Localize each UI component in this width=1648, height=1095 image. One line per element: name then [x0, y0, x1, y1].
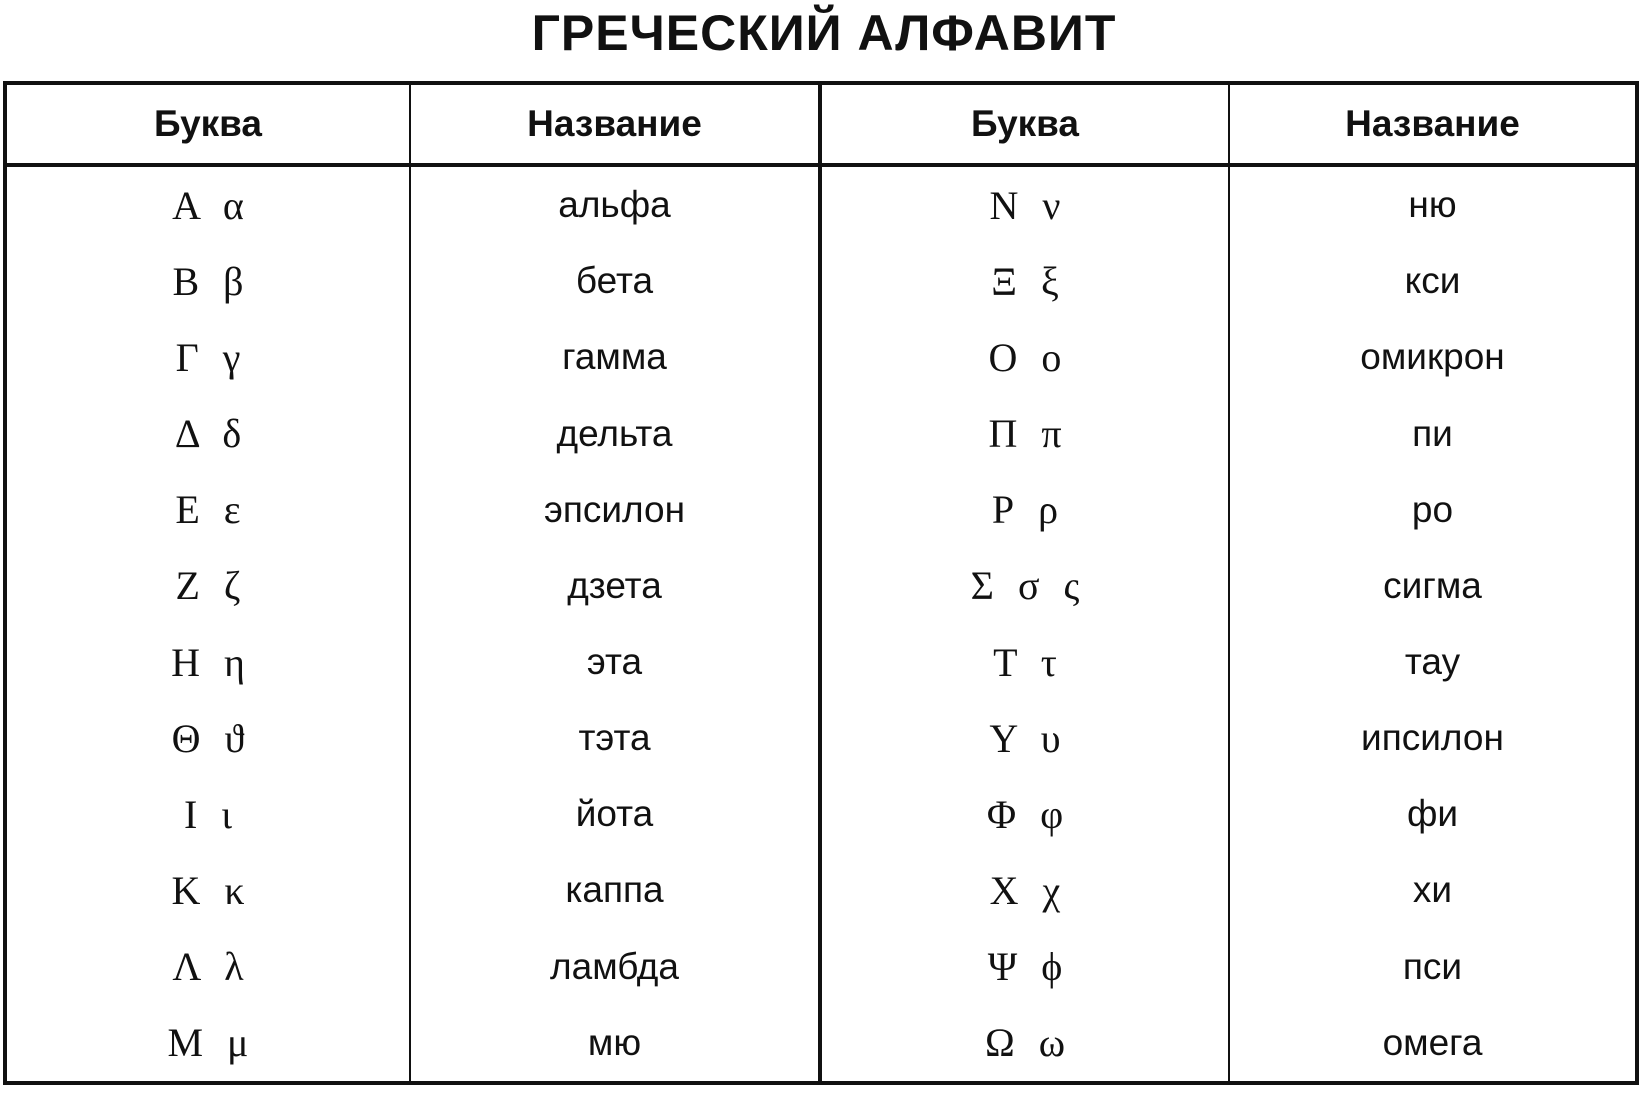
- letter-cell: Α α: [7, 165, 410, 243]
- letter-cell: Χ χ: [820, 852, 1229, 928]
- name-cell: тэта: [410, 700, 820, 776]
- name-cell: дельта: [410, 395, 820, 471]
- letter-cell: Ο ο: [820, 319, 1229, 395]
- letter-cell: Γ γ: [7, 319, 410, 395]
- name-cell: хи: [1412, 869, 1453, 911]
- name-cell: каппа: [410, 852, 820, 928]
- letter-cell: Δ δ: [7, 395, 410, 471]
- column-header-name-right: Название: [1229, 85, 1635, 165]
- table-row: [7, 395, 1635, 471]
- name-cell: ипсилон: [1361, 717, 1504, 759]
- letter-cell: Υ υ: [820, 700, 1229, 776]
- table-row: [7, 165, 1635, 243]
- name-cell: тау: [1404, 641, 1461, 683]
- name-cell: омега: [1382, 1021, 1483, 1063]
- letter-cell: Ψ ϕ: [820, 929, 1229, 1005]
- letter-cell: Ν ν: [820, 165, 1229, 243]
- name-cell: ро: [1411, 488, 1454, 530]
- table-row: [7, 319, 1635, 395]
- alphabet-grid: [7, 85, 1635, 1081]
- letter-cell: Λ λ: [7, 929, 410, 1005]
- table-row: [7, 243, 1635, 319]
- name-cell: ламбда: [410, 929, 820, 1005]
- header-row: [7, 85, 1635, 165]
- letter-cell: Μ μ: [7, 1005, 410, 1081]
- name-cell: сигма: [1383, 564, 1482, 606]
- column-header-letter-right: Буква: [820, 85, 1229, 165]
- letter-cell: Β β: [7, 243, 410, 319]
- letter-cell: Κ κ: [7, 852, 410, 928]
- name-cell: йота: [410, 776, 820, 852]
- table-row: [7, 929, 1635, 1005]
- table-row: [7, 776, 1635, 852]
- letter-cell: Φ φ: [820, 776, 1229, 852]
- column-header-name-left: Название: [410, 85, 820, 165]
- name-cell: фи: [1406, 793, 1459, 835]
- letter-cell: Ξ ξ: [820, 243, 1229, 319]
- table-row: [7, 624, 1635, 700]
- name-cell: альфа: [410, 165, 820, 243]
- letter-cell: Τ τ: [820, 624, 1229, 700]
- name-cell: бета: [410, 243, 820, 319]
- letter-cell: Ζ ζ: [7, 548, 410, 624]
- table-row: [7, 1005, 1635, 1081]
- letter-cell: Η η: [7, 624, 410, 700]
- letter-cell: Ρ ρ: [820, 472, 1229, 548]
- name-cell: пси: [1402, 945, 1463, 987]
- name-cell: дзета: [410, 548, 820, 624]
- name-cell: омикрон: [1360, 336, 1505, 378]
- name-cell: ню: [1408, 184, 1457, 226]
- page-title: ГРЕЧЕСКИЙ АЛФАВИТ: [531, 5, 1117, 61]
- name-cell: мю: [410, 1005, 820, 1081]
- name-cell: гамма: [410, 319, 820, 395]
- letter-cell: Θ ϑ: [7, 700, 410, 776]
- column-header-letter-left: Буква: [7, 85, 410, 165]
- letter-cell: Ι ι: [7, 776, 410, 852]
- table-row: [7, 700, 1635, 776]
- letter-cell: Ω ω: [820, 1005, 1229, 1081]
- name-cell: эпсилон: [410, 472, 820, 548]
- table-row: [7, 548, 1635, 624]
- name-cell: пи: [1412, 412, 1453, 454]
- name-cell: кси: [1404, 260, 1461, 302]
- letter-cell: Π π: [820, 395, 1229, 471]
- name-cell: эта: [410, 624, 820, 700]
- greek-alphabet-table: [3, 81, 1639, 1085]
- letter-cell: Ε ε: [7, 472, 410, 548]
- letter-cell: Σ σ ς: [820, 548, 1229, 624]
- table-row: [7, 852, 1635, 928]
- table-row: [7, 472, 1635, 548]
